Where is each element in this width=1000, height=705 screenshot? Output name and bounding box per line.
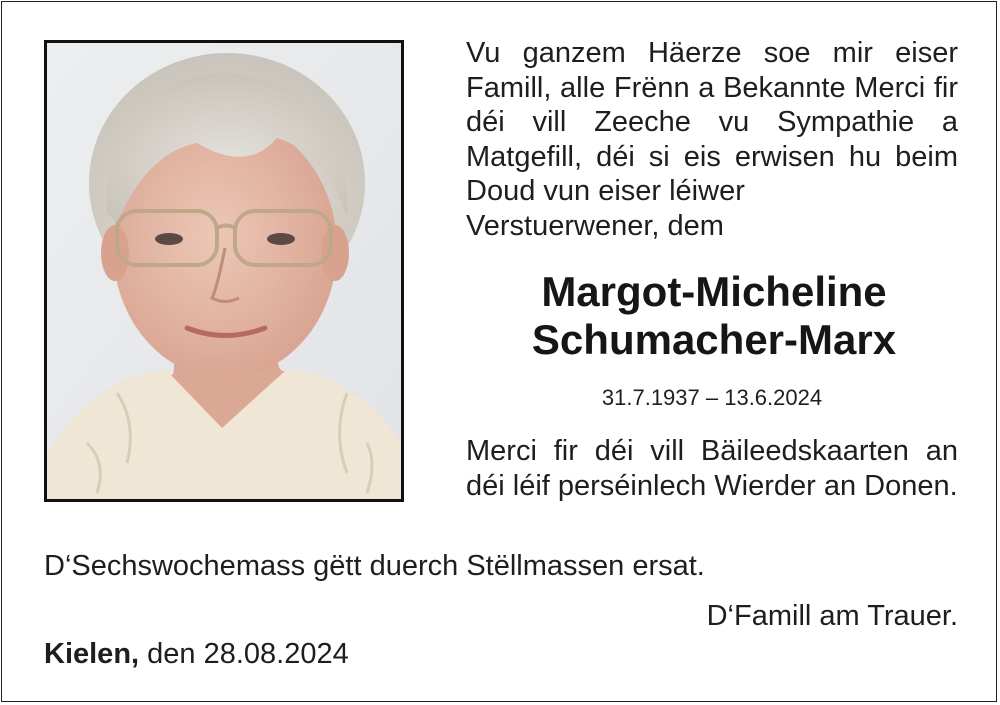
deceased-name-line2: Schumacher-Marx <box>531 316 897 363</box>
intro-text-last: Verstuerwener, dem <box>466 209 724 242</box>
date-text: den 28.08.2024 <box>139 638 349 670</box>
portrait-photo <box>44 40 404 502</box>
life-dates: 31.7.1937 – 13.6.2024 <box>601 385 823 410</box>
place-date <box>44 636 349 672</box>
intro-text <box>466 36 958 244</box>
intro-text-body: Vu ganzem Häerze soe mir eiser Famill, alle Frënn a Bekannte Merci fir déi vill Zeeche vu Sympathie a Matgefill, déi si eis erwisen hu beim Doud vun eiser léiwer <box>466 37 958 208</box>
deceased-name-line1: Margot-Micheline <box>541 268 887 315</box>
deceased-name <box>440 268 988 364</box>
family-signature: D‘Famill am Trauer. <box>706 600 958 632</box>
mass-notice: D‘Sechswochemass gëtt duerch Stëllmassen ersat. <box>44 550 705 582</box>
thanks-text: Merci fir déi vill Bäileedskaarten an déi léif perséinlech Wierder an Donen. <box>466 435 958 502</box>
place-name: Kielen, <box>44 638 140 670</box>
